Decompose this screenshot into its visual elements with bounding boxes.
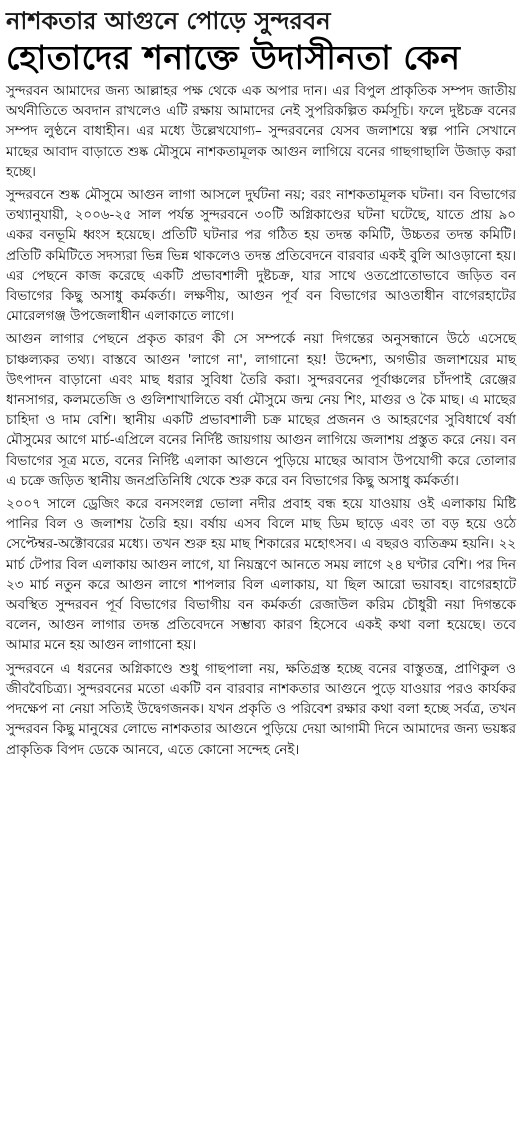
article-body bbox=[4, 82, 518, 761]
article-paragraph: সুন্দরবনে শুষ্ক মৌসুমে আগুন লাগা আসলে দুর্ঘটনা নয়; বরং নাশকতামূলক ঘটনা। বন বিভাগের তথ্যানুযায়ী, ২০০৬-২৫ সাল পর্যন্ত সুন্দরবনে ৩০টি অগ্নিকাণ্ডের ঘটনা ঘটেছে, যাতে প্রায় ৯০ একর বনভূমি ধ্বংস হয়েছে। প্রতিটি ঘটনার পর গঠিত হয় তদন্ত কমিটি, উচ্চতর তদন্ত কমিটি। প্রতিটি কমিটিতে সদস্যরা ভিন্ন ভিন্ন থাকলেও তদন্ত প্রতিবেদনে বারবার একই বুলি আওড়ানো হয়। এর পেছনে কাজ করেছে একটি প্রভাবশালী দুষ্টচক্র, যার সাথে ওতপ্রোতোভাবে জড়িত বন বিভাগের কিছু অসাধু কর্মকর্তা। লক্ষণীয়, আগুন পূর্ব বন বিভাগের আওতাধীন বাগেরহাটের মোরেলগঞ্জ উপজেলাধীন এলাকাতে লাগে। bbox=[6, 188, 516, 325]
editorial-article bbox=[4, 0, 518, 1141]
article-paragraph: আগুন লাগার পেছনে প্রকৃত কারণ কী সে সম্পর্কে নয়া দিগন্তের অনুসন্ধানে উঠে এসেছে চাঞ্চল্যকর তথ্য। বাস্তবে আগুন 'লাগে না', লাগানো হয়! উদ্দেশ্য, অগভীর জলাশয়ের মাছ উৎপাদন বাড়ানো এবং মাছ ধরার সুবিধা তৈরি করা। সুন্দরবনের পূর্বাঞ্চলের চাঁদপাই রেঞ্জের ধানসাগর, কলমতেজি ও গুলিশাখালিতে বর্ষা মৌসুমে জন্ম নেয় শিং, মাগুর ও কৈ মাছ। এ মাছের চাহিদা ও দাম বেশি। স্থানীয় একটি প্রভাবশালী চক্র মাছের প্রজনন ও আহরণের সুবিধার্থে বর্ষা মৌসুমের আগে মার্চ-এপ্রিলে বনের নির্দিষ্ট জায়গায় আগুন লাগিয়ে জলাশয় প্রস্তুত করে নেয়। বন বিভাগের সূত্র মতে, বনের নির্দিষ্ট এলাকা আগুনে পুড়িয়ে মাছের আবাস উপযোগী করে তোলার এ চক্রে জড়িত স্থানীয় জনপ্রতিনিধি থেকে শুরু করে বন বিভাগের কিছু অসাধু কর্মকর্তা। bbox=[6, 332, 516, 489]
article-paragraph: ২০০৭ সালে ড্রেজিং করে বনসংলগ্ন ভোলা নদীর প্রবাহ বন্ধ হয়ে যাওয়ায় ওই এলাকায় মিষ্টি পানির বিল ও জলাশয় তৈরি হয়। বর্ষায় এসব বিলে মাছ ডিম ছাড়ে এবং তা বড় হয়ে ওঠে সেপ্টেম্বর-অক্টোবরের মধ্যে। তখন শুরু হয় মাছ শিকারের মহোৎসব। এ বছরও ব্যতিক্রম হয়নি। ২২ মার্চ টেপার বিল এলাকায় আগুন লাগে, যা নিয়ন্ত্রণে আনতে সময় লাগে ২৪ ঘণ্টার বেশি। পর দিন ২৩ মার্চ নতুন করে আগুন লাগে শাপলার বিল এলাকায়, যা ছিল আরো ভয়াবহ। বাগেরহাটে অবস্থিত সুন্দরবন পূর্ব বিভাগের বিভাগীয় বন কর্মকর্তা রেজাউল করিম চৌধুরী নয়া দিগন্তকে বলেন, আগুন লাগার তদন্ত প্রতিবেদনে সম্ভাব্য কারণ হিসেবে একই কথা বলা হয়েছে। তবে আমার মনে হয় আগুন লাগানো হয়। bbox=[6, 497, 516, 654]
article-paragraph: সুন্দরবনে এ ধরনের অগ্নিকাণ্ডে শুধু গাছপালা নয়, ক্ষতিগ্রস্ত হচ্ছে বনের বাস্তুতন্ত্র, প্রাণিকুল ও জীববৈচিত্র্য। সুন্দরবনের মতো একটি বন বারবার নাশকতার আগুনে পুড়ে যাওয়ার পরও কার্যকর পদক্ষেপ না নেয়া সত্যিই উদ্বেগজনক। যখন প্রকৃতি ও পরিবেশ রক্ষার কথা বলা হচ্ছে সর্বত্র, তখন সুন্দরবন কিছু মানুষের লোভে নাশকতার আগুনে পুড়িয়ে দেয়া আগামী দিনে আমাদের জন্য ভয়ঙ্কর প্রাকৃতিক বিপদ ডেকে আনবে, এতে কোনো সন্দেহ নেই। bbox=[6, 661, 516, 758]
article-paragraph: সুন্দরবন আমাদের জন্য আল্লাহর পক্ষ থেকে এক অপার দান। এর বিপুল প্রাকৃতিক সম্পদ জাতীয় অর্থনীতিতে অবদান রাখলেও এটি রক্ষায় আমাদের নেই সুপরিকল্পিত কর্মসূচি। ফলে দুষ্টচক্র বনের সম্পদ লুণ্ঠনে বাধাহীন। এর মধ্যে উল্লেখযোগ্য– সুন্দরবনের যেসব জলাশয়ে স্বল্প পানি সেখানে মাছের আবাদ বাড়াতে শুষ্ক মৌসুমে নাশকতামূলক আগুন লাগিয়ে বনের গাছগাছালি উজাড় করা হচ্ছে। bbox=[6, 84, 516, 180]
article-headline: হোতাদের শনাক্তে উদাসীনতা কেন bbox=[6, 38, 461, 77]
article-kicker: নাশকতার আগুনে পোড়ে সুন্দরবন bbox=[6, 7, 331, 35]
